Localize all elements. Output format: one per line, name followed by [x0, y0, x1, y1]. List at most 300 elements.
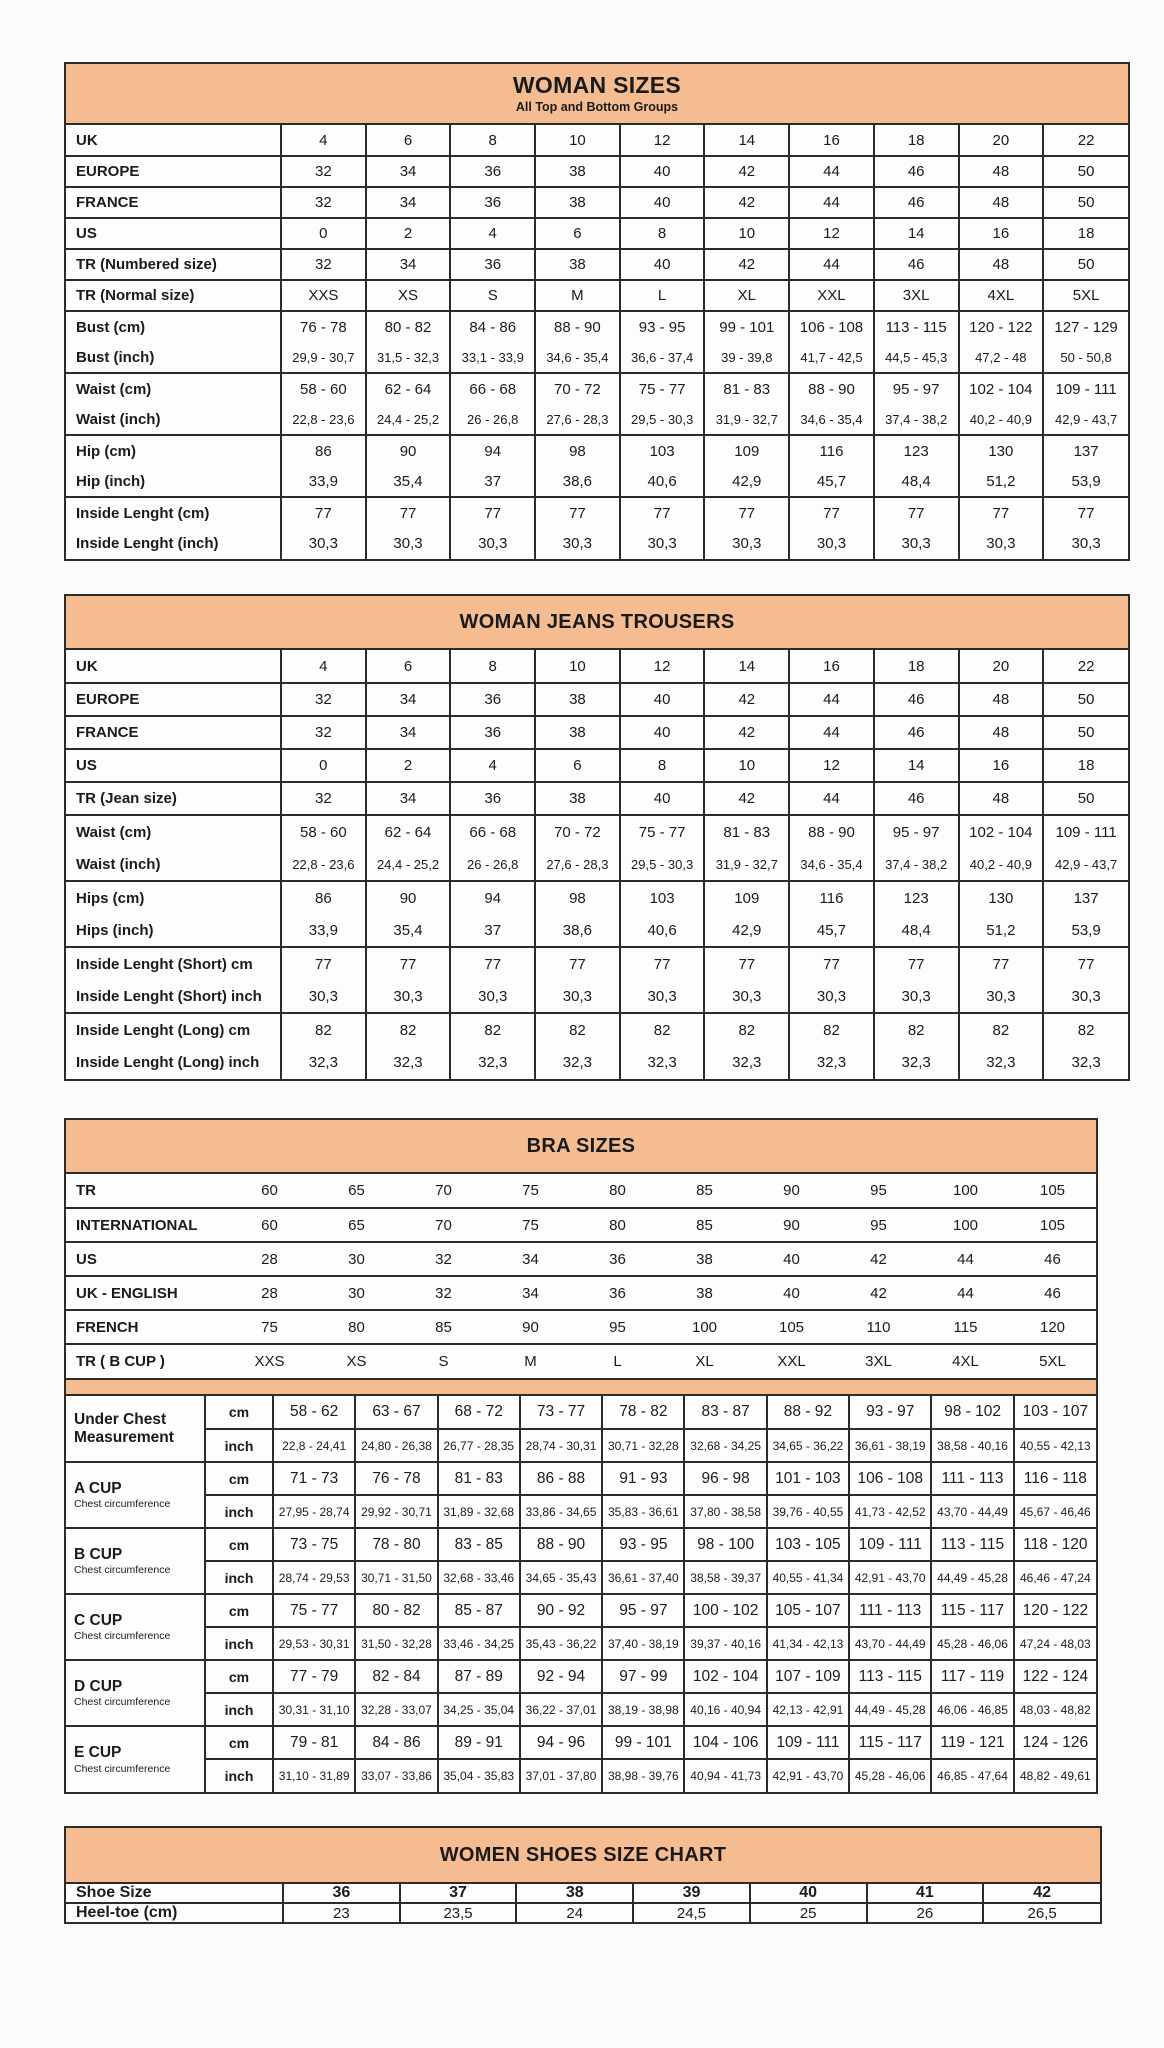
bra-cup-cell: 73 - 77 [520, 1396, 602, 1429]
bra-cup-label [66, 1462, 205, 1528]
jeans-cell: 53,9 [1043, 914, 1128, 947]
woman-sizes-cell: 6 [535, 218, 620, 249]
jeans-cell: 50 [1043, 683, 1128, 716]
jeans-table [64, 594, 1130, 1081]
jeans-cell: 30,3 [704, 980, 789, 1013]
bra-cup-cell: 38,58 - 39,37 [684, 1561, 766, 1594]
bra-unit-cm: cm [205, 1528, 273, 1561]
woman-sizes-cell: 30,3 [704, 528, 789, 559]
bra-top-cell: 105 [1009, 1208, 1096, 1242]
jeans-cell: 8 [620, 749, 705, 782]
bra-top-cell: 80 [609, 1182, 626, 1199]
bra-cup-cell: 34,65 - 36,22 [767, 1429, 849, 1462]
bra-cup-label [66, 1528, 205, 1594]
bra-cup-label [66, 1660, 205, 1726]
bra-top-cell: 65 [313, 1208, 400, 1242]
bra-top-cell: 38 [661, 1242, 748, 1276]
bra-top-cell: 32 [400, 1242, 487, 1276]
jeans-cell: 36 [450, 782, 535, 815]
bra-cup-cell: 104 - 106 [684, 1726, 766, 1759]
woman-sizes-cell: 48 [959, 156, 1044, 187]
bra-cup-name: D CUP [74, 1677, 123, 1695]
woman-sizes-cell: 42,9 [704, 466, 789, 497]
woman-sizes-cell: 35,4 [366, 466, 451, 497]
jeans-cell: 32,3 [366, 1046, 451, 1079]
woman-sizes-cell: 113 - 115 [874, 311, 959, 342]
woman-sizes-row-label: TR (Numbered size) [66, 249, 281, 280]
bra-header [66, 1120, 1096, 1174]
woman-sizes-header [66, 64, 1128, 125]
woman-sizes-cell: 30,3 [959, 528, 1044, 559]
bra-table [64, 1118, 1098, 1794]
woman-sizes-cell: 137 [1043, 435, 1128, 466]
woman-sizes-cell: 30,3 [366, 528, 451, 559]
bra-top-cell: 90 [748, 1208, 835, 1242]
bra-cup-cell: 30,71 - 31,50 [355, 1561, 437, 1594]
bra-cup-cell: 92 - 94 [520, 1660, 602, 1693]
bra-cup-cell: 85 - 87 [438, 1594, 520, 1627]
bra-cup-cell: 46,85 - 47,64 [931, 1759, 1013, 1792]
woman-sizes-cell: 16 [959, 218, 1044, 249]
woman-sizes-cell: 18 [1043, 218, 1128, 249]
shoes-cell: 40 [750, 1884, 867, 1903]
woman-sizes-cell: 38 [535, 249, 620, 280]
bra-top-cell: 40 [748, 1276, 835, 1310]
bra-divider-band [66, 1378, 1096, 1396]
bra-cup-label [66, 1726, 205, 1792]
bra-top-row-label: TR ( B CUP ) [66, 1344, 226, 1378]
bra-unit-cm: cm [205, 1462, 273, 1495]
woman-sizes-row-label: EUROPE [66, 156, 281, 187]
bra-cup-cell: 40,55 - 42,13 [1014, 1429, 1096, 1462]
woman-sizes-row-label: TR (Normal size) [66, 280, 281, 311]
woman-sizes-cell: 80 - 82 [366, 311, 451, 342]
woman-sizes-cell: 32 [281, 156, 366, 187]
woman-sizes-cell: 24,4 - 25,2 [366, 404, 451, 435]
jeans-cell: 31,9 - 32,7 [704, 848, 789, 881]
jeans-cell: 32 [281, 716, 366, 749]
woman-sizes-cell: 8 [450, 125, 535, 156]
jeans-cell: 77 [874, 947, 959, 980]
woman-sizes-cell: 62 - 64 [366, 373, 451, 404]
jeans-cell: 82 [959, 1013, 1044, 1046]
bra-top-cell: 80 [313, 1310, 400, 1344]
woman-sizes-cell: 102 - 104 [959, 373, 1044, 404]
jeans-cell: 50 [1043, 782, 1128, 815]
bra-cup-cell: 28,74 - 30,31 [520, 1429, 602, 1462]
woman-sizes-cell: 42 [704, 187, 789, 218]
woman-sizes-cell: 116 [789, 435, 874, 466]
bra-cup-cell: 94 - 96 [520, 1726, 602, 1759]
woman-sizes-cell: M [535, 280, 620, 311]
woman-sizes-cell: 46 [874, 156, 959, 187]
jeans-cell: 32,3 [281, 1046, 366, 1079]
bra-top-cell: 5XL [1009, 1344, 1096, 1378]
jeans-cell: 81 - 83 [704, 815, 789, 848]
bra-top-cell: 100 [922, 1208, 1009, 1242]
bra-cup-cell: 37,80 - 38,58 [684, 1495, 766, 1528]
bra-top-grid [66, 1174, 1096, 1378]
bra-top-cell: XL [661, 1344, 748, 1378]
woman-sizes-cell: 50 [1043, 187, 1128, 218]
shoes-cell: 36 [283, 1884, 400, 1903]
bra-cup-cell: 43,70 - 44,49 [931, 1495, 1013, 1528]
jeans-cell: 40 [620, 716, 705, 749]
jeans-cell: 82 [450, 1013, 535, 1046]
bra-cup-cell: 78 - 82 [602, 1396, 684, 1429]
jeans-title: WOMAN JEANS TROUSERS [459, 610, 735, 633]
bra-top-cell: 75 [487, 1208, 574, 1242]
bra-top-cell: XXL [748, 1344, 835, 1378]
bra-top-cell: 38 [661, 1276, 748, 1310]
woman-sizes-row-label: Waist (inch) [76, 410, 161, 428]
woman-sizes-row-label: Bust (cm) [66, 311, 281, 342]
bra-top-cell: 60 [226, 1208, 313, 1242]
jeans-cell: 40,6 [620, 914, 705, 947]
jeans-cell: 12 [620, 650, 705, 683]
bra-top-row-label: TR [76, 1182, 96, 1199]
woman-sizes-cell: 39 - 39,8 [704, 342, 789, 373]
jeans-cell: 18 [874, 650, 959, 683]
bra-cup-cell: 39,37 - 40,16 [684, 1627, 766, 1660]
shoes-cell: 23 [283, 1903, 400, 1922]
woman-sizes-cell: 50 - 50,8 [1043, 342, 1128, 373]
bra-top-cell: 100 [952, 1182, 979, 1199]
woman-sizes-cell: 34 [366, 156, 451, 187]
jeans-row-label: TR (Jean size) [66, 782, 281, 815]
bra-cup-cell: 79 - 81 [273, 1726, 355, 1759]
jeans-cell: 44 [789, 782, 874, 815]
bra-cup-cell: 32,68 - 33,46 [438, 1561, 520, 1594]
woman-sizes-cell: 5XL [1043, 280, 1128, 311]
bra-unit-cm: cm [205, 1660, 273, 1693]
bra-top-cell: L [574, 1344, 661, 1378]
jeans-cell: 77 [789, 947, 874, 980]
jeans-cell: 34,6 - 35,4 [789, 848, 874, 881]
bra-cup-grid [66, 1396, 1096, 1792]
woman-sizes-cell: 12 [620, 125, 705, 156]
jeans-cell: 4 [450, 749, 535, 782]
woman-sizes-row-label: Hip (cm) [66, 435, 281, 466]
bra-cup-cell: 115 - 117 [849, 1726, 931, 1759]
bra-top-cell: XXS [226, 1344, 313, 1378]
jeans-cell: 82 [620, 1013, 705, 1046]
woman-sizes-cell: 32 [281, 187, 366, 218]
jeans-cell: 37,4 - 38,2 [874, 848, 959, 881]
jeans-cell: 22 [1043, 650, 1128, 683]
jeans-cell: 50 [1043, 716, 1128, 749]
woman-sizes-cell: 48,4 [874, 466, 959, 497]
bra-cup-cell: 97 - 99 [602, 1660, 684, 1693]
bra-cup-cell: 84 - 86 [355, 1726, 437, 1759]
jeans-cell: 12 [789, 749, 874, 782]
bra-cup-cell: 40,94 - 41,73 [684, 1759, 766, 1792]
woman-sizes-cell: 42 [704, 249, 789, 280]
jeans-cell: 48 [959, 683, 1044, 716]
jeans-cell: 30,3 [789, 980, 874, 1013]
jeans-cell: 30,3 [1043, 980, 1128, 1013]
woman-sizes-cell: 14 [874, 218, 959, 249]
bra-top-cell: 4XL [922, 1344, 1009, 1378]
woman-sizes-row-label: Hip (inch) [76, 472, 146, 490]
woman-sizes-cell: 77 [789, 497, 874, 528]
jeans-cell: 6 [535, 749, 620, 782]
bra-cup-cell: 36,61 - 37,40 [602, 1561, 684, 1594]
woman-sizes-cell: 30,3 [450, 528, 535, 559]
bra-cup-name: A CUP [74, 1479, 122, 1497]
bra-cup-cell: 107 - 109 [767, 1660, 849, 1693]
jeans-cell: 77 [366, 947, 451, 980]
woman-sizes-cell: 120 - 122 [959, 311, 1044, 342]
jeans-cell: 30,3 [874, 980, 959, 1013]
woman-sizes-cell: 127 - 129 [1043, 311, 1128, 342]
bra-cup-cell: 81 - 83 [438, 1462, 520, 1495]
bra-cup-cell: 103 - 105 [767, 1528, 849, 1561]
bra-cup-cell: 28,74 - 29,53 [273, 1561, 355, 1594]
woman-sizes-cell: 45,7 [789, 466, 874, 497]
jeans-cell: 40 [620, 782, 705, 815]
jeans-cell: 30,3 [281, 980, 366, 1013]
jeans-row-label: FRANCE [66, 716, 281, 749]
bra-cup-cell: 41,73 - 42,52 [849, 1495, 931, 1528]
jeans-cell: 42,9 [704, 914, 789, 947]
woman-sizes-cell: 8 [620, 218, 705, 249]
woman-sizes-cell: 77 [704, 497, 789, 528]
shoes-cell: 25 [750, 1903, 867, 1922]
jeans-cell: 77 [281, 947, 366, 980]
shoes-cell: 26,5 [983, 1903, 1100, 1922]
bra-cup-cell: 101 - 103 [767, 1462, 849, 1495]
woman-sizes-cell: 103 [620, 435, 705, 466]
woman-sizes-cell: 34,6 - 35,4 [535, 342, 620, 373]
bra-top-cell: 90 [783, 1182, 800, 1199]
jeans-cell: 0 [281, 749, 366, 782]
jeans-cell: 66 - 68 [450, 815, 535, 848]
bra-cup-cell: 29,92 - 30,71 [355, 1495, 437, 1528]
jeans-cell: 16 [789, 650, 874, 683]
jeans-cell: 102 - 104 [959, 815, 1044, 848]
woman-sizes-cell: 109 - 111 [1043, 373, 1128, 404]
bra-top-cell: 46 [1009, 1276, 1096, 1310]
bra-cup-cell: 89 - 91 [438, 1726, 520, 1759]
woman-sizes-cell: 50 [1043, 249, 1128, 280]
woman-sizes-cell: 42,9 - 43,7 [1043, 404, 1128, 435]
woman-sizes-cell: 30,3 [874, 528, 959, 559]
bra-top-cell: 30 [313, 1242, 400, 1276]
bra-top-cell: 42 [835, 1276, 922, 1310]
bra-cup-cell: 26,77 - 28,35 [438, 1429, 520, 1462]
bra-cup-cell: 93 - 97 [849, 1396, 931, 1429]
woman-sizes-cell: 34 [366, 249, 451, 280]
bra-cup-cell: 93 - 95 [602, 1528, 684, 1561]
woman-sizes-cell: 37 [450, 466, 535, 497]
jeans-cell: 10 [704, 749, 789, 782]
bra-top-cell: 42 [835, 1242, 922, 1276]
woman-sizes-cell: 77 [620, 497, 705, 528]
woman-sizes-cell: 47,2 - 48 [959, 342, 1044, 373]
bra-cup-cell: 35,04 - 35,83 [438, 1759, 520, 1792]
jeans-cell: 75 - 77 [620, 815, 705, 848]
woman-sizes-cell: 14 [704, 125, 789, 156]
woman-sizes-cell: 40 [620, 156, 705, 187]
woman-sizes-cell: 81 - 83 [704, 373, 789, 404]
jeans-cell: 32,3 [450, 1046, 535, 1079]
bra-cup-cell: 36,61 - 38,19 [849, 1429, 931, 1462]
jeans-cell: 38 [535, 782, 620, 815]
bra-cup-cell: 29,53 - 30,31 [273, 1627, 355, 1660]
jeans-cell: 82 [789, 1013, 874, 1046]
bra-cup-cell: 118 - 120 [1014, 1528, 1096, 1561]
bra-cup-cell: 37,01 - 37,80 [520, 1759, 602, 1792]
bra-cup-cell: 83 - 87 [684, 1396, 766, 1429]
woman-sizes-cell: 34,6 - 35,4 [789, 404, 874, 435]
bra-cup-cell: 30,31 - 31,10 [273, 1693, 355, 1726]
woman-sizes-cell: 30,3 [281, 528, 366, 559]
bra-top-cell: 44 [922, 1242, 1009, 1276]
bra-top-cell: 28 [226, 1276, 313, 1310]
woman-sizes-row-label: Waist (cm) [66, 373, 281, 404]
bra-top-cell: 34 [487, 1242, 574, 1276]
bra-unit-inch: inch [205, 1561, 273, 1594]
bra-cup-cell: 48,03 - 48,82 [1014, 1693, 1096, 1726]
bra-cup-label [66, 1594, 205, 1660]
woman-sizes-cell: 40,2 - 40,9 [959, 404, 1044, 435]
jeans-cell: 32,3 [704, 1046, 789, 1079]
woman-sizes-cell: 90 [366, 435, 451, 466]
woman-sizes-row-label: Inside Lenght (inch) [76, 535, 219, 552]
jeans-row-label: Inside Lenght (Long) cm [66, 1013, 281, 1046]
woman-sizes-cell: 88 - 90 [535, 311, 620, 342]
jeans-cell: 32 [281, 683, 366, 716]
jeans-cell: 77 [620, 947, 705, 980]
bra-cup-name: E CUP [74, 1744, 122, 1762]
bra-cup-cell: 30,71 - 32,28 [602, 1429, 684, 1462]
woman-sizes-cell: 38,6 [535, 466, 620, 497]
bra-unit-inch: inch [205, 1495, 273, 1528]
shoes-grid [66, 1884, 1100, 1922]
jeans-cell: 109 - 111 [1043, 815, 1128, 848]
bra-cup-cell: 120 - 122 [1014, 1594, 1096, 1627]
bra-top-cell: 46 [1009, 1242, 1096, 1276]
bra-cup-cell: 40,16 - 40,94 [684, 1693, 766, 1726]
jeans-cell: 4 [281, 650, 366, 683]
woman-sizes-cell: 77 [1043, 497, 1128, 528]
jeans-cell: 32 [281, 782, 366, 815]
bra-cup-cell: 68 - 72 [438, 1396, 520, 1429]
shoes-cell: 38 [516, 1884, 633, 1903]
jeans-cell: 42,9 - 43,7 [1043, 848, 1128, 881]
bra-top-row-label: UK - ENGLISH [66, 1276, 226, 1310]
bra-top-cell: S [400, 1344, 487, 1378]
woman-sizes-cell: 30,3 [789, 528, 874, 559]
woman-sizes-cell: 20 [959, 125, 1044, 156]
woman-sizes-cell: 30,3 [535, 528, 620, 559]
bra-unit-inch: inch [205, 1693, 273, 1726]
jeans-cell: 42 [704, 716, 789, 749]
woman-sizes-cell: 10 [535, 125, 620, 156]
woman-sizes-cell: 36 [450, 249, 535, 280]
woman-sizes-cell: 77 [535, 497, 620, 528]
woman-sizes-cell: 95 - 97 [874, 373, 959, 404]
bra-cup-cell: 87 - 89 [438, 1660, 520, 1693]
woman-sizes-cell: 70 - 72 [535, 373, 620, 404]
bra-cup-cell: 105 - 107 [767, 1594, 849, 1627]
bra-cup-cell: 44,49 - 45,28 [931, 1561, 1013, 1594]
woman-sizes-cell: 84 - 86 [450, 311, 535, 342]
bra-top-cell: 85 [661, 1208, 748, 1242]
bra-top-cell: XS [313, 1344, 400, 1378]
jeans-cell: 82 [874, 1013, 959, 1046]
jeans-cell: 20 [959, 650, 1044, 683]
woman-sizes-row-label: Inside Lenght (cm) [66, 497, 281, 528]
woman-sizes-grid [66, 125, 1128, 559]
woman-sizes-cell: 44 [789, 249, 874, 280]
jeans-cell: 98 [535, 881, 620, 914]
bra-top-cell: 60 [261, 1182, 278, 1199]
jeans-cell: 14 [874, 749, 959, 782]
jeans-cell: 82 [366, 1013, 451, 1046]
bra-unit-inch: inch [205, 1759, 273, 1792]
shoes-cell: 24,5 [633, 1903, 750, 1922]
jeans-cell: 27,6 - 28,3 [535, 848, 620, 881]
bra-cup-cell: 39,76 - 40,55 [767, 1495, 849, 1528]
woman-sizes-cell: 77 [874, 497, 959, 528]
jeans-cell: 130 [959, 881, 1044, 914]
bra-top-cell: 95 [574, 1310, 661, 1344]
bra-cup-cell: 42,13 - 42,91 [767, 1693, 849, 1726]
bra-cup-cell: 83 - 85 [438, 1528, 520, 1561]
bra-title: BRA SIZES [526, 1134, 636, 1157]
bra-cup-cell: 48,82 - 49,61 [1014, 1759, 1096, 1792]
woman-sizes-cell: 44 [789, 156, 874, 187]
woman-sizes-cell: 38 [535, 187, 620, 218]
woman-sizes-cell: 26 - 26,8 [450, 404, 535, 435]
shoes-row-label: Shoe Size [76, 1884, 152, 1901]
bra-cup-cell: 22,8 - 24,41 [273, 1429, 355, 1462]
jeans-row-label: Inside Lenght (Long) inch [76, 1054, 260, 1071]
woman-sizes-cell: 37,4 - 38,2 [874, 404, 959, 435]
woman-sizes-cell: XXS [281, 280, 366, 311]
woman-sizes-cell: 109 [704, 435, 789, 466]
woman-sizes-cell: 46 [874, 249, 959, 280]
shoes-cell: 39 [633, 1884, 750, 1903]
bra-cup-cell: 77 - 79 [273, 1660, 355, 1693]
woman-sizes-cell: 93 - 95 [620, 311, 705, 342]
woman-sizes-cell: 34 [366, 187, 451, 218]
woman-sizes-cell: 50 [1043, 156, 1128, 187]
jeans-cell: 95 - 97 [874, 815, 959, 848]
bra-cup-cell: 109 - 111 [767, 1726, 849, 1759]
shoes-header [66, 1828, 1100, 1884]
bra-cup-cell: 42,91 - 43,70 [849, 1561, 931, 1594]
woman-sizes-cell: 88 - 90 [789, 373, 874, 404]
bra-cup-cell: 95 - 97 [602, 1594, 684, 1627]
jeans-cell: 10 [535, 650, 620, 683]
bra-cup-cell: 31,10 - 31,89 [273, 1759, 355, 1792]
bra-cup-cell: 90 - 92 [520, 1594, 602, 1627]
woman-sizes-cell: 32 [281, 249, 366, 280]
bra-cup-cell: 42,91 - 43,70 [767, 1759, 849, 1792]
woman-sizes-cell: 41,7 - 42,5 [789, 342, 874, 373]
shoes-cell: 41 [867, 1884, 984, 1903]
jeans-row-label: Hips (cm) [66, 881, 281, 914]
bra-cup-cell: 111 - 113 [849, 1594, 931, 1627]
woman-sizes-cell: 22,8 - 23,6 [281, 404, 366, 435]
woman-sizes-cell: 36 [450, 187, 535, 218]
bra-cup-cell: 88 - 92 [767, 1396, 849, 1429]
bra-cup-cell: 73 - 75 [273, 1528, 355, 1561]
bra-cup-cell: 31,50 - 32,28 [355, 1627, 437, 1660]
